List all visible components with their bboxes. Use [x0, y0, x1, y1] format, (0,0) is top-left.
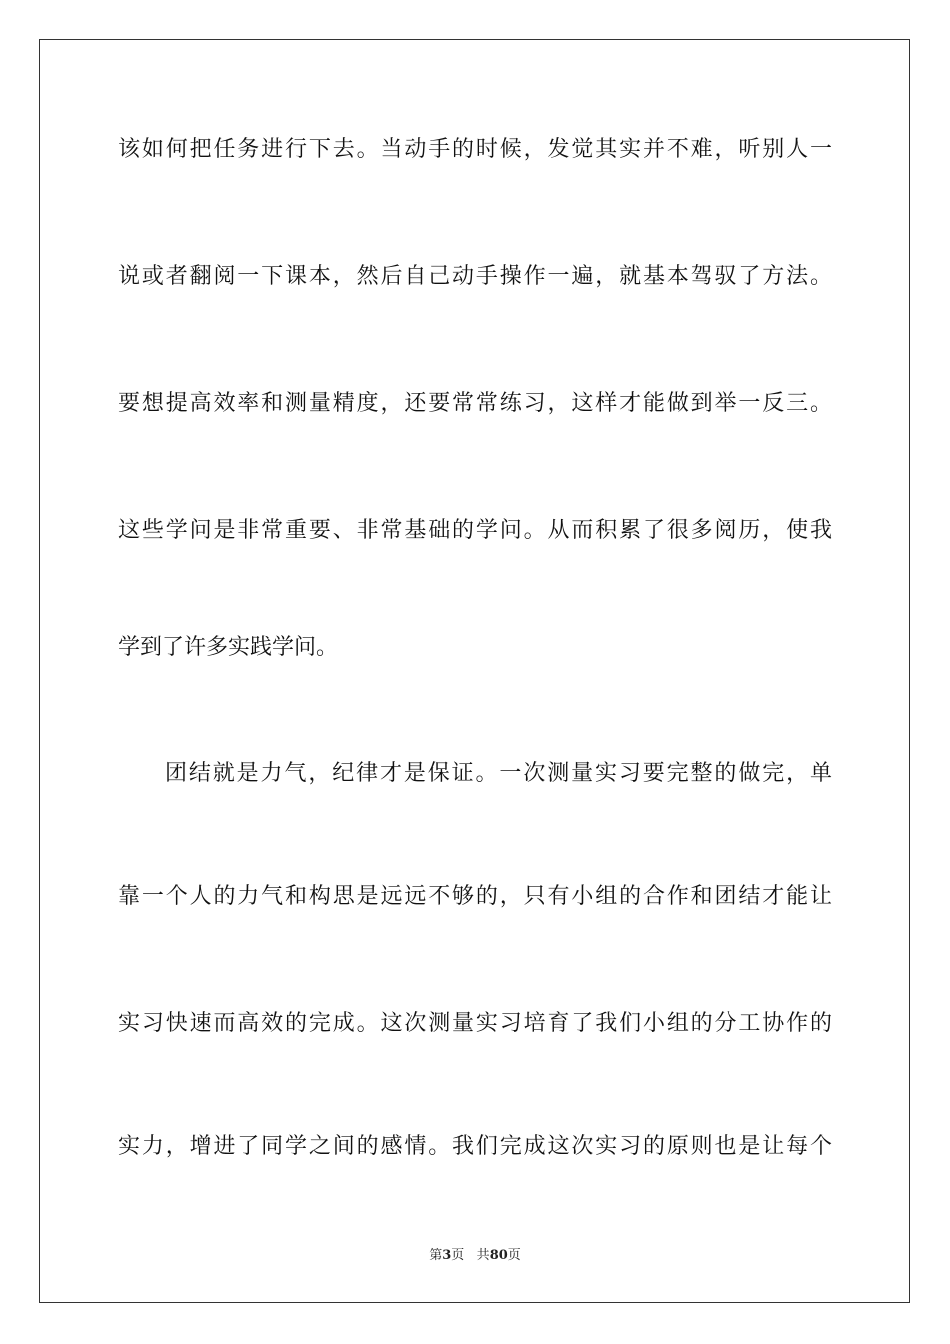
text-line-4: 这些学问是非常重要、非常基础的学问。从而积累了很多阅历，使我	[118, 518, 832, 543]
text-line-8: 实习快速而高效的完成。这次测量实习培育了我们小组的分工协作的	[118, 1011, 832, 1036]
text-line-9: 实力，增进了同学之间的感情。我们完成这次实习的原则也是让每个	[118, 1134, 832, 1159]
text-line-2: 说或者翻阅一下课本，然后自己动手操作一遍，就基本驾驭了方法。	[118, 264, 832, 289]
page-prefix: 第	[429, 1248, 443, 1263]
text-line-1: 该如何把任务进行下去。当动手的时候，发觉其实并不难，听别人一	[118, 137, 832, 162]
text-line-5: 学到了许多实践学问。	[118, 635, 339, 660]
page-number: 3	[442, 1248, 452, 1263]
page-suffix: 页	[451, 1248, 465, 1263]
total-suffix: 页	[507, 1248, 521, 1263]
total-prefix: 共	[476, 1248, 490, 1263]
total-pages: 80	[489, 1248, 508, 1263]
text-line-3: 要想提高效率和测量精度，还要常常练习，这样才能做到举一反三。	[118, 391, 832, 416]
page-footer	[0, 1247, 950, 1265]
text-line-7: 靠一个人的力气和构思是远远不够的，只有小组的合作和团结才能让	[118, 884, 832, 909]
paragraph-start-line: 团结就是力气，纪律才是保证。一次测量实习要完整的做完，单	[165, 761, 832, 786]
page-border	[39, 39, 910, 1303]
